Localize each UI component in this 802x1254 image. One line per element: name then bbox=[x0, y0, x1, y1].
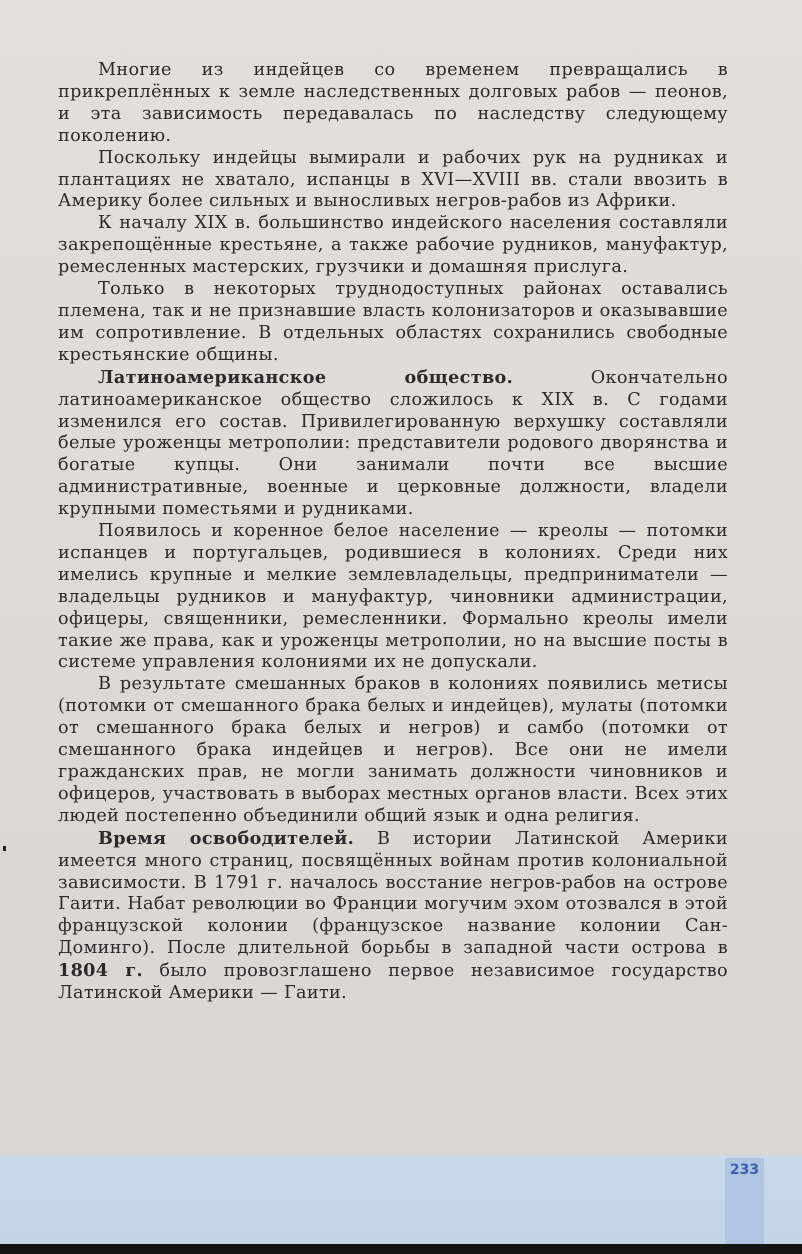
paragraph bbox=[58, 521, 728, 674]
page-footer-band bbox=[0, 1156, 802, 1254]
paragraph bbox=[58, 367, 728, 521]
paragraph bbox=[58, 213, 728, 279]
text-run: В истории Латинской Америки имеется много страниц, посвящённых войнам против колониальной зависимости. В 1791 г. началось восстание негров-рабов на острове Гаити. Набат революции во Франции могучим эхом отозвался в этой французской колонии (французское название колонии Сан-Доминго). После длительной борьбы в западной части острова в bbox=[58, 828, 728, 959]
bold-text-run: Время освободителей. bbox=[98, 827, 355, 849]
text-run: Окончательно латиноамериканское общество сложилось к XIX в. С годами изменился его состав. Привилегированную верхушку составляли белые уроженцы метрополии: представители родового дворянства и богатые купцы. Они занимали почти все высшие административные, военные и церковные должности, владели крупными поместьями и рудниками. bbox=[58, 367, 728, 520]
text-run: Многие из индейцев со временем превращались в прикреплённых к земле наследственных долговых рабов — пеонов, и эта зависимость передавалась по наследству следующему поколению. bbox=[58, 60, 728, 146]
margin-mark bbox=[3, 846, 6, 851]
paragraph bbox=[58, 279, 728, 367]
text-run: Только в некоторых труднодоступных районах оставались племена, так и не признавшие власть колонизаторов и оказывавшие им сопротивление. В отдельных областях сохранились свободные крестьянские общины. bbox=[58, 279, 728, 365]
text-run: В результате смешанных браков в колониях появились метисы (потомки от смешанного брака белых и индейцев), мулаты (потомки от смешанного брака белых и негров) и самбо (потомки от смешанного брака индейцев и негров). Все они не имели гражданских прав, не могли занимать должности чиновников и офицеров, участвовать в выборах местных органов власти. Всех этих людей постепенно объединили общий язык и одна религия. bbox=[58, 674, 728, 826]
scan-bottom-edge bbox=[0, 1244, 802, 1254]
paragraph bbox=[58, 148, 728, 214]
bold-text-run: 1804 г. bbox=[58, 960, 143, 982]
bold-text-run: Латиноамериканское общество. bbox=[98, 366, 514, 388]
text-run: было провозглашено первое независимое государство Латинской Америки — Гаити. bbox=[58, 961, 729, 1004]
text-run: К началу XIX в. большинство индейского населения составляли закрепощённые крестьяне, а также рабочие рудников, мануфактур, ремесленных мастерских, грузчики и домашняя прислуга. bbox=[58, 213, 728, 278]
text-run: Появилось и коренное белое население — креолы — потомки испанцев и португальцев, родившиеся в колониях. Среди них имелись крупные и мелкие землевладельцы, предприниматели — владельцы рудников и мануфактур, чиновники администрации, офицеры, священники, ремесленники. Формально креолы имели такие же права, как и уроженцы метрополии, но на высшие посты в системе управления колониями их не допускали. bbox=[58, 521, 728, 673]
paragraph bbox=[58, 828, 728, 1005]
body-text bbox=[58, 60, 728, 1005]
text-run: Поскольку индейцы вымирали и рабочих рук на рудниках и плантациях не хватало, испанцы в XVI—XVIII вв. стали ввозить в Америку более сильных и выносливых негров-рабов из Африки. bbox=[58, 147, 728, 212]
paragraph bbox=[58, 674, 728, 827]
paragraph bbox=[58, 60, 728, 148]
page-number: 233 bbox=[729, 1162, 760, 1178]
